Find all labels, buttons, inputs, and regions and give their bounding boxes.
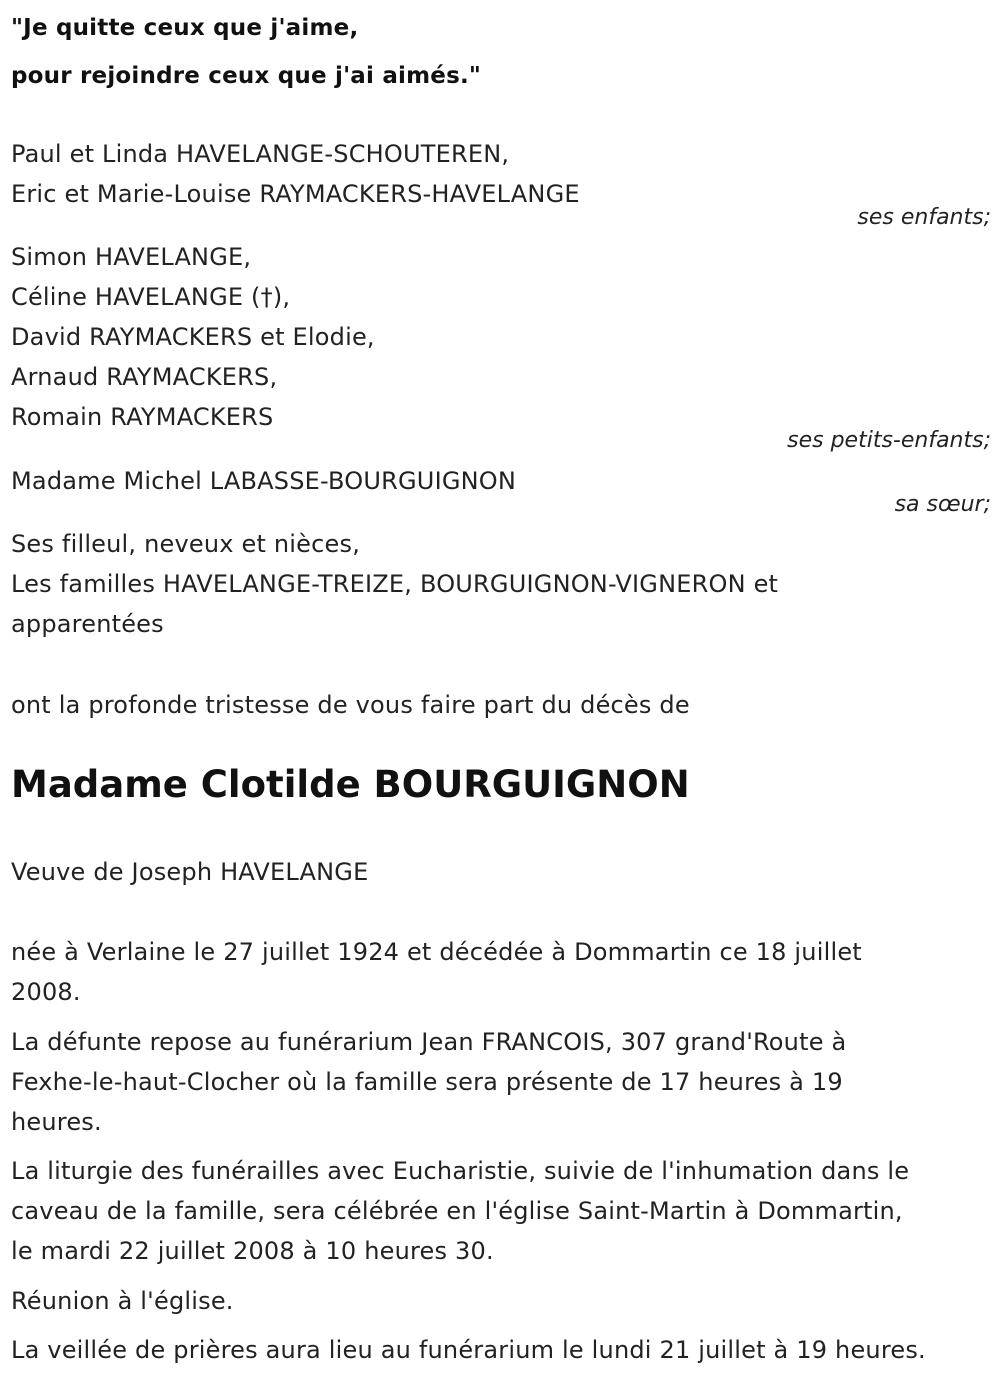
grandchild-name: Céline HAVELANGE (†),: [11, 283, 291, 311]
others-line: apparentées: [11, 610, 164, 638]
sister-role: sa sœur;: [894, 492, 991, 517]
vigil-text: La veillée de prières aura lieu au funérarium le lundi 21 juillet à 19 heures.: [11, 1336, 926, 1364]
deceased-name: Madame Clotilde BOURGUIGNON: [11, 763, 690, 806]
grandchild-name: Romain RAYMACKERS: [11, 403, 274, 431]
grandchild-name: David RAYMACKERS et Elodie,: [11, 323, 375, 351]
grandchild-name: Simon HAVELANGE,: [11, 243, 252, 271]
children-name: Eric et Marie-Louise RAYMACKERS-HAVELANGE: [11, 180, 580, 208]
birth-death-line: 2008.: [11, 978, 81, 1006]
others-line: Ses filleul, neveux et nièces,: [11, 530, 361, 558]
funeral-home-line: La défunte repose au funérarium Jean FRANCOIS, 307 grand'Route à: [11, 1028, 847, 1056]
liturgy-line: caveau de la famille, sera célébrée en l'église Saint-Martin à Dommartin,: [11, 1197, 903, 1225]
liturgy-line: le mardi 22 juillet 2008 à 10 heures 30.: [11, 1237, 494, 1265]
children-role: ses enfants;: [857, 205, 991, 230]
birth-death-line: née à Verlaine le 27 juillet 1924 et décédée à Dommartin ce 18 juillet: [11, 938, 862, 966]
funeral-home-line: heures.: [11, 1108, 102, 1136]
others-line: Les familles HAVELANGE-TREIZE, BOURGUIGNON-VIGNERON et: [11, 570, 779, 598]
liturgy-line: La liturgie des funérailles avec Eucharistie, suivie de l'inhumation dans le: [11, 1157, 910, 1185]
funeral-home-line: Fexhe-le-haut-Clocher où la famille sera présente de 17 heures à 19: [11, 1068, 843, 1096]
announcement-text: ont la profonde tristesse de vous faire part du décès de: [11, 691, 690, 719]
quote-line-1: "Je quitte ceux que j'aime,: [11, 15, 359, 41]
children-name: Paul et Linda HAVELANGE-SCHOUTEREN,: [11, 140, 510, 168]
grandchildren-role: ses petits-enfants;: [787, 428, 991, 453]
grandchild-name: Arnaud RAYMACKERS,: [11, 363, 278, 391]
reunion-text: Réunion à l'église.: [11, 1287, 234, 1315]
sister-name: Madame Michel LABASSE-BOURGUIGNON: [11, 467, 517, 495]
quote-line-2: pour rejoindre ceux que j'ai aimés.": [11, 63, 482, 89]
widow-of-text: Veuve de Joseph HAVELANGE: [11, 858, 369, 886]
